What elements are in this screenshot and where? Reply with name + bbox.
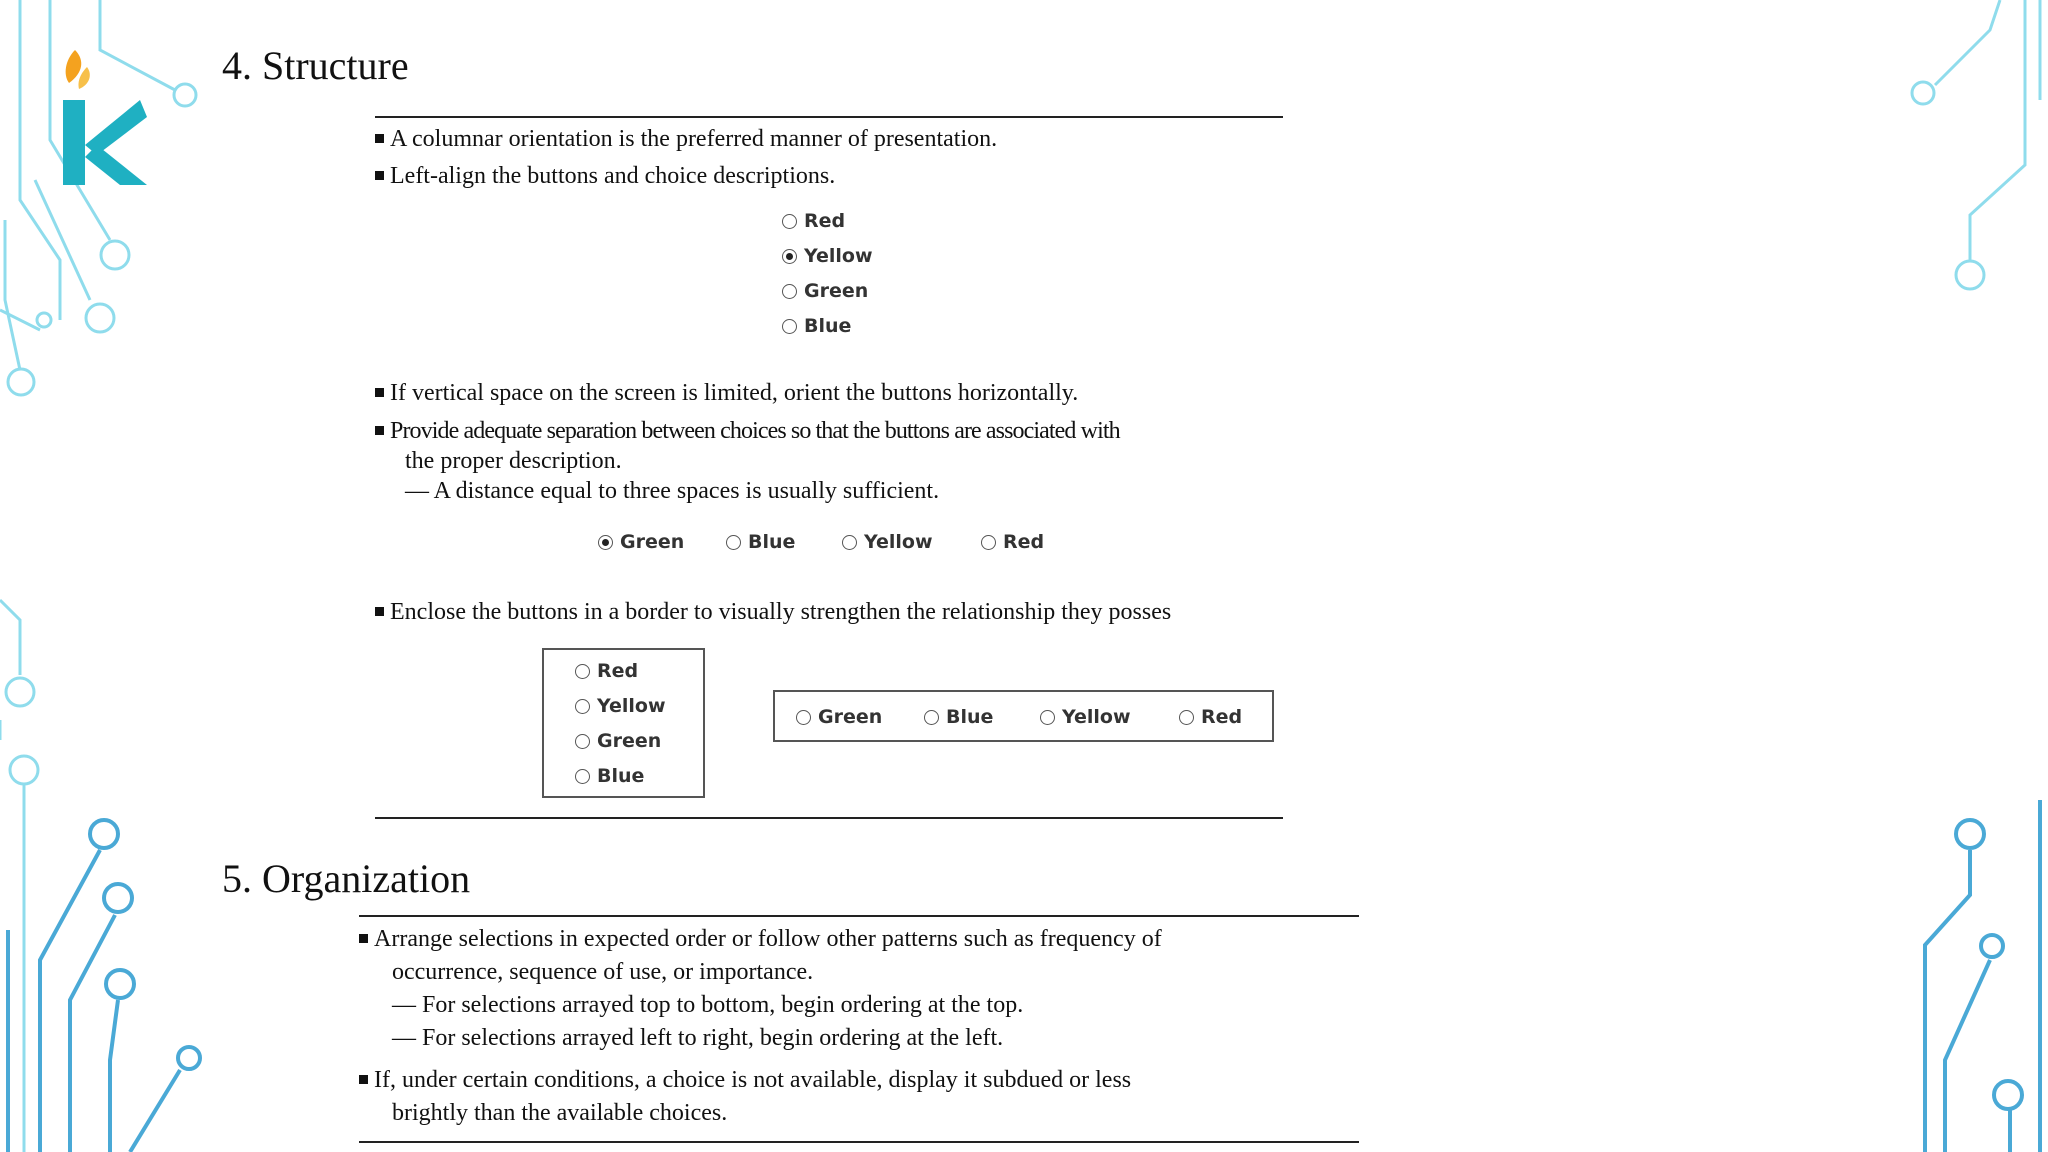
bullet-arrange-order: Arrange selections in expected order or follow other patterns such as frequency of <box>359 924 1162 954</box>
bullet-columnar: A columnar orientation is the preferred manner of presentation. <box>375 124 997 154</box>
bullet-not-available: If, under certain conditions, a choice is not available, display it subdued or less <box>359 1065 1131 1095</box>
bullet-square-icon <box>375 134 384 143</box>
section-title-structure: 4. Structure <box>222 43 409 88</box>
radio-circle-icon <box>782 319 797 334</box>
radio-option-red[interactable]: Red <box>782 210 845 232</box>
bordered-radio-green[interactable]: Green <box>575 730 661 752</box>
section5-top-rule <box>359 915 1359 917</box>
radio-circle-icon <box>842 535 857 550</box>
radio-h-option-red[interactable]: Red <box>981 531 1044 553</box>
bullet-arrange-order-cont: occurrence, sequence of use, or importance. <box>392 959 814 985</box>
bullet-horizontal: If vertical space on the screen is limited, orient the buttons horizontally. <box>375 378 1078 408</box>
sub-bullet-left-to-right: — For selections arrayed left to right, begin ordering at the left. <box>392 1025 1004 1051</box>
bordered-h-radio-red[interactable]: Red <box>1179 706 1242 728</box>
radio-option-blue[interactable]: Blue <box>782 315 851 337</box>
bullet-square-icon <box>375 607 384 616</box>
radio-circle-icon <box>981 535 996 550</box>
bordered-radio-blue[interactable]: Blue <box>575 765 644 787</box>
brand-logo <box>55 45 155 190</box>
radio-circle-icon <box>796 710 811 725</box>
radio-circle-icon <box>782 284 797 299</box>
radio-h-option-yellow[interactable]: Yellow <box>842 531 933 553</box>
sub-bullet-top-to-bottom: — For selections arrayed top to bottom, begin ordering at the top. <box>392 992 1024 1018</box>
bullet-left-align: Left-align the buttons and choice descriptions. <box>375 161 835 191</box>
bullet-square-icon <box>375 171 384 180</box>
radio-h-option-green[interactable]: Green <box>598 531 684 553</box>
bordered-h-radio-yellow[interactable]: Yellow <box>1040 706 1131 728</box>
bullet-square-icon <box>359 1075 368 1084</box>
radio-circle-icon <box>1179 710 1194 725</box>
radio-circle-icon <box>726 535 741 550</box>
radio-circle-icon <box>575 664 590 679</box>
radio-circle-icon <box>575 699 590 714</box>
radio-circle-icon <box>575 734 590 749</box>
bullet-not-available-cont: brightly than the available choices. <box>392 1100 728 1126</box>
section-title-organization: 5. Organization <box>222 856 471 901</box>
bordered-h-radio-blue[interactable]: Blue <box>924 706 993 728</box>
radio-circle-icon <box>924 710 939 725</box>
radio-selected-icon <box>598 535 613 550</box>
radio-circle-icon <box>575 769 590 784</box>
top-rule <box>375 116 1283 118</box>
bullet-separation-cont: the proper description. <box>405 448 622 474</box>
section5-bottom-rule <box>359 1141 1359 1143</box>
radio-circle-icon <box>1040 710 1055 725</box>
bullet-square-icon <box>375 426 384 435</box>
bullet-enclose-border: Enclose the buttons in a border to visually strengthen the relationship they posses <box>375 597 1293 627</box>
radio-h-option-blue[interactable]: Blue <box>726 531 795 553</box>
radio-option-yellow[interactable]: Yellow <box>782 245 873 267</box>
sub-bullet-three-spaces: — A distance equal to three spaces is usually sufficient. <box>405 478 940 504</box>
radio-circle-icon <box>782 214 797 229</box>
bullet-square-icon <box>359 934 368 943</box>
bordered-h-radio-green[interactable]: Green <box>796 706 882 728</box>
bordered-radio-red[interactable]: Red <box>575 660 638 682</box>
bullet-square-icon <box>375 388 384 397</box>
section4-bottom-rule <box>375 817 1283 819</box>
radio-option-green[interactable]: Green <box>782 280 868 302</box>
radio-selected-icon <box>782 249 797 264</box>
bullet-separation: Provide adequate separation between choices so that the buttons are associated with <box>375 416 1120 446</box>
bordered-radio-yellow[interactable]: Yellow <box>575 695 666 717</box>
